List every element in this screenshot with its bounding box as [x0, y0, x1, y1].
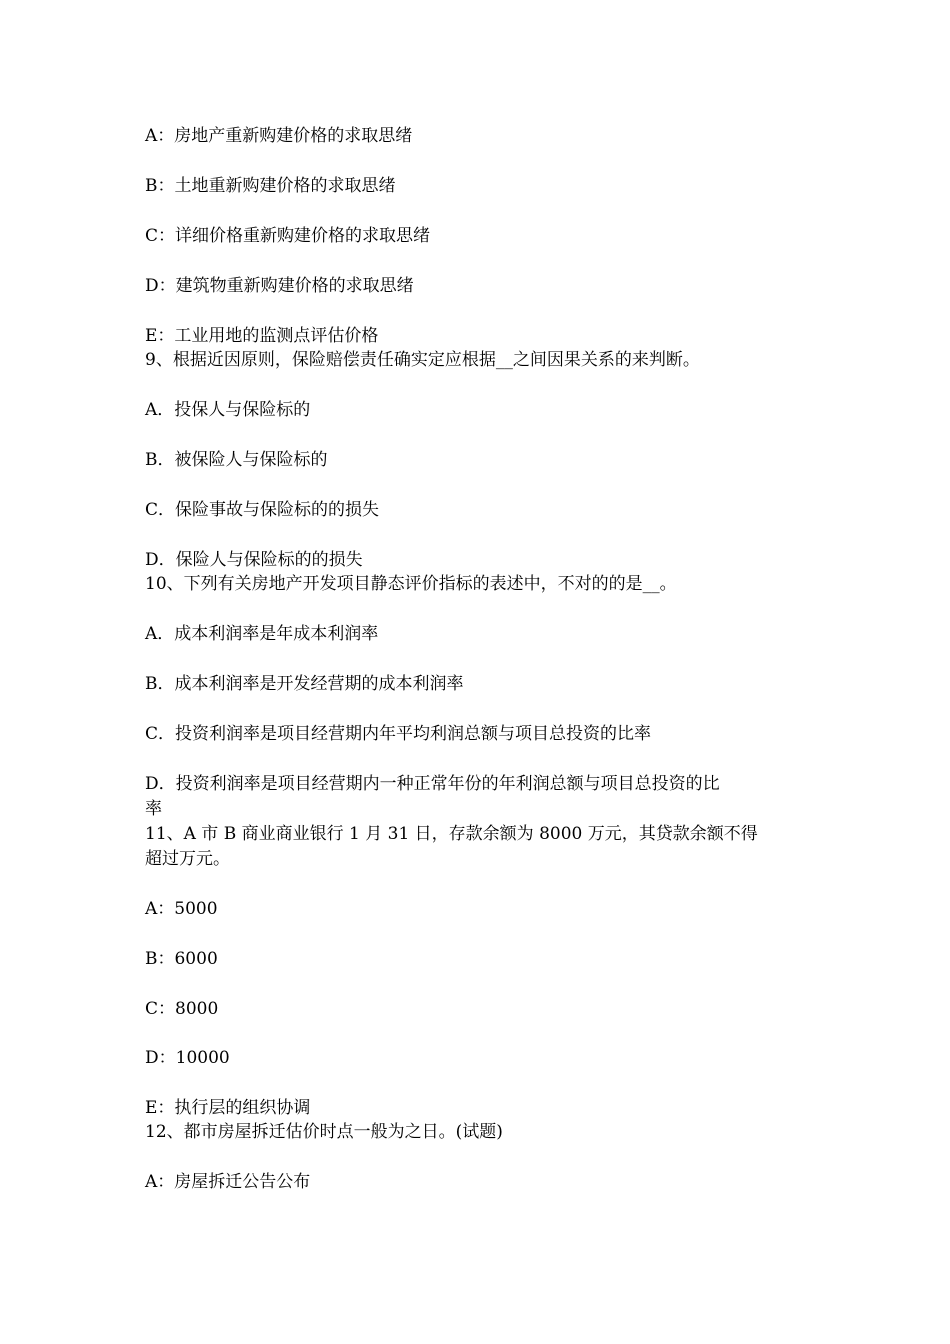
option-d: D：建筑物重新购建价格的求取思绪 — [145, 276, 414, 296]
question-9: 9、根据近因原则，保险赔偿责任确实定应根据__之间因果关系的来判断。 — [145, 350, 700, 370]
question-12: 12、都市房屋拆迁估价时点一般为之日。(试题) — [145, 1122, 503, 1142]
option-d: D．保险人与保险标的的损失 — [145, 550, 363, 570]
option-d-continued: 率 — [145, 799, 162, 819]
option-c: C：8000 — [145, 999, 219, 1019]
option-e: E：执行层的组织协调 — [145, 1098, 311, 1118]
question-11-continued: 超过万元。 — [145, 849, 230, 869]
option-a: A：房屋拆迁公告公布 — [145, 1172, 311, 1192]
option-a: A．投保人与保险标的 — [145, 400, 311, 420]
option-e: E：工业用地的监测点评估价格 — [145, 326, 379, 346]
option-c: C：详细价格重新购建价格的求取思绪 — [145, 226, 431, 246]
question-10: 10、下列有关房地产开发项目静态评价指标的表述中，不对的的是__。 — [145, 574, 677, 594]
option-c: C．保险事故与保险标的的损失 — [145, 500, 380, 520]
option-b: B：土地重新购建价格的求取思绪 — [145, 176, 396, 196]
option-a: A．成本利润率是年成本利润率 — [145, 624, 379, 644]
option-a: A：房地产重新购建价格的求取思绪 — [145, 126, 413, 146]
option-b: B．成本利润率是开发经营期的成本利润率 — [145, 674, 464, 694]
option-c: C．投资利润率是项目经营期内年平均利润总额与项目总投资的比率 — [145, 724, 652, 744]
option-a: A：5000 — [145, 899, 218, 919]
option-d: D：10000 — [145, 1048, 230, 1068]
option-d: D．投资利润率是项目经营期内一种正常年份的年利润总额与项目总投资的比 — [145, 774, 720, 794]
question-11: 11、A 市 B 商业商业银行 1 月 31 日，存款余额为 8000 万元，其贷款余额不得 — [145, 824, 758, 844]
option-b: B．被保险人与保险标的 — [145, 450, 328, 470]
option-b: B：6000 — [145, 949, 218, 969]
